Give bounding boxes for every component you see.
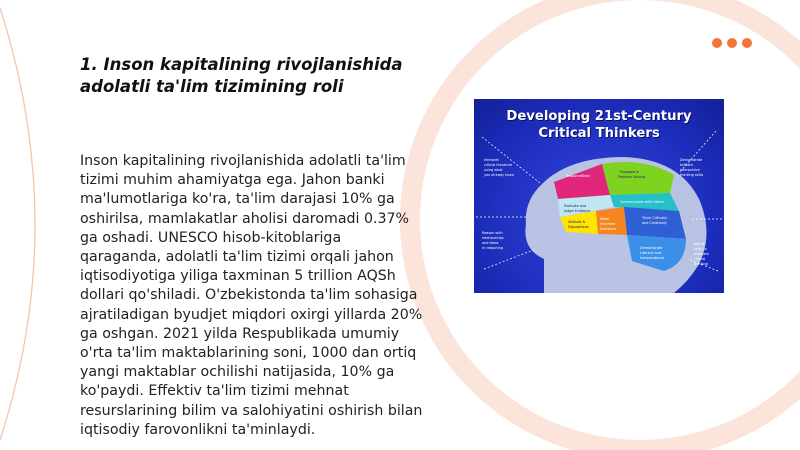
svg-text:interpretive: interpretive (680, 168, 700, 172)
dot-icon (727, 38, 737, 48)
svg-text:skills to: skills to (694, 247, 707, 251)
svg-text:Engaged in: Engaged in (620, 170, 640, 174)
svg-text:Communicate with Others: Communicate with Others (620, 200, 665, 204)
svg-text:Dispositions: Dispositions (568, 225, 589, 229)
poster-title (474, 108, 724, 142)
svg-text:Demonstrate: Demonstrate (640, 246, 663, 250)
svg-text:Literacy and: Literacy and (640, 251, 662, 255)
slide-menu-dots (712, 38, 752, 48)
svg-text:evaluate: evaluate (694, 252, 709, 256)
dot-icon (712, 38, 722, 48)
svg-text:Interpret: Interpret (484, 158, 499, 162)
svg-text:in reasoning: in reasoning (482, 246, 503, 250)
svg-text:using what: using what (484, 168, 503, 172)
slide-body-text: Inson kapitalining rivojlanishida adolatli ta'lim tizimi muhim ahamiyatga ega. Jahon banki ma'lumotlariga ko'ra, ta'lim darajasi 10% ga oshirilsa, mamlakatlar aholisi daromadi 0.37% ga oshadi. UNESCO hisob-kitoblariga qaraganda, adolatli ta'lim tizimi orqali jahon iqtisodiyotiga yiliga taxminan 5 trillion AQSh dollari qo'shiladi. O'zbekistonda ta'lim sohasiga ajratiladigan byudjet miqdori oxirgi yillarda 20% ga oshgan. 2021 yilda Respublikada umumiy o'rta ta'lim maktablarining soni, 1000 dan ortiq yangi maktablar ochilishi natijasida, 10% ga ko'paydi. Effektiv ta'lim tizimi mehnat resurslarining bilim va salohiyatini oshirish bilan iqtisodiy farovonlikni ta'minlaydi. (80, 153, 423, 438)
svg-text:Reason with: Reason with (482, 231, 503, 235)
svg-text:Make: Make (600, 217, 609, 221)
svg-text:Attitude &: Attitude & (568, 220, 586, 224)
critical-thinkers-poster-image (474, 99, 724, 293)
svg-text:Think Critically: Think Critically (642, 216, 668, 220)
poster-title-line-2: Critical Thinkers (538, 126, 660, 141)
svg-text:Judge Evidence: Judge Evidence (564, 209, 591, 213)
svg-text:Demonstrate: Demonstrate (680, 158, 703, 162)
svg-text:critical: critical (694, 257, 706, 261)
dot-icon (742, 38, 752, 48)
slide-title: 1. Inson kapitalining rivojlanishida adolatli ta'lim tizimining roli (80, 55, 403, 96)
svg-text:Problem Solving: Problem Solving (618, 175, 646, 179)
svg-text:and Creatively: and Creatively (642, 221, 667, 225)
svg-text:you already know: you already know (484, 173, 515, 177)
svg-text:Decisions: Decisions (600, 227, 617, 231)
svg-text:Independence: Independence (640, 256, 665, 260)
svg-text:brilliant: brilliant (680, 163, 693, 167)
svg-text:ResourceBrain: ResourceBrain (566, 174, 591, 178)
svg-text:Evaluate and: Evaluate and (564, 204, 587, 208)
svg-text:Adjust: Adjust (694, 242, 705, 246)
poster-title-line-1: Developing 21st-Century (506, 109, 692, 124)
svg-text:thinking: thinking (694, 262, 708, 266)
svg-text:Informed: Informed (600, 222, 616, 226)
svg-text:thinking skills: thinking skills (680, 173, 704, 177)
svg-text:critical literature: critical literature (484, 163, 513, 167)
svg-text:and ideas: and ideas (482, 241, 499, 245)
svg-text:relationships: relationships (482, 236, 504, 240)
